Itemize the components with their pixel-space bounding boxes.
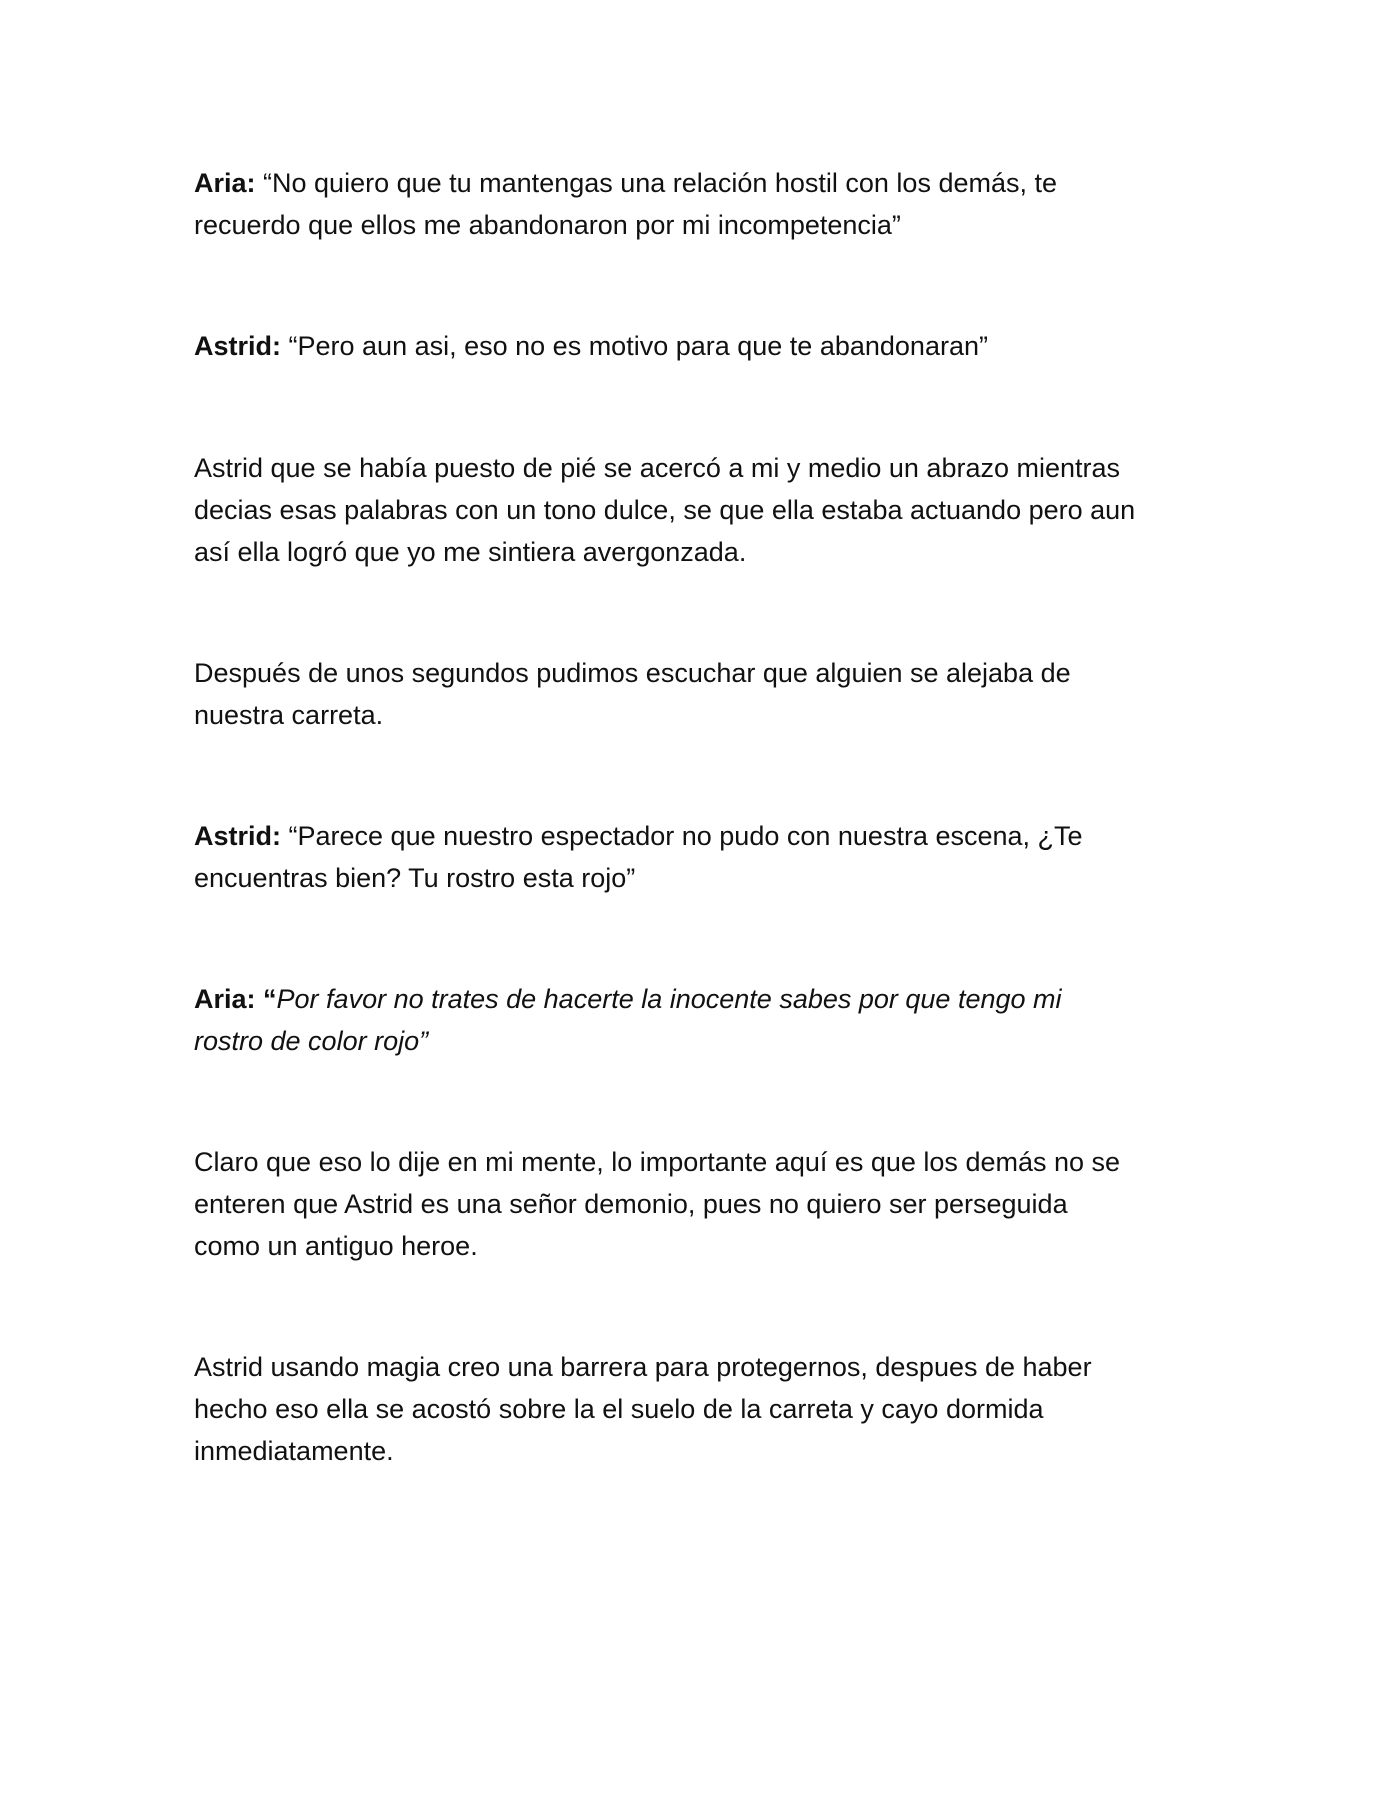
text-line: Después de unos segundos pudimos escuchar que alguien se alejaba de [194,658,1071,688]
text-line: como un antiguo heroe. [194,1231,478,1261]
dialogue-paragraph [194,815,1224,899]
dialogue-paragraph [194,162,1224,246]
dialogue-paragraph [194,325,1224,367]
narrative-paragraph [194,652,1224,736]
text-line [194,978,1224,1020]
thought-text: Por favor no trates de hacerte la inocente sabes por que tengo mi [276,984,1062,1014]
speaker-label: Astrid: [194,331,281,361]
text-line: encuentras bien? Tu rostro esta rojo” [194,863,636,893]
opening-quote: “ [263,984,277,1014]
narrative-paragraph [194,1141,1224,1267]
text-line: enteren que Astrid es una señor demonio, pues no quiero ser perseguida [194,1189,1068,1219]
text-line: Claro que eso lo dije en mi mente, lo importante aquí es que los demás no se [194,1147,1121,1177]
dialogue-text: “Pero aun asi, eso no es motivo para que te abandonaran” [288,331,988,361]
speaker-label: Astrid: [194,821,281,851]
text-line [194,325,1224,367]
text-line: así ella logró que yo me sintiera avergonzada. [194,537,747,567]
text-line: rostro de color rojo” [194,1026,429,1056]
text-line: inmediatamente. [194,1436,394,1466]
speaker-label: Aria: [194,168,256,198]
speaker-label: Aria: [194,984,256,1014]
narrative-paragraph [194,1346,1224,1472]
text-line: recuerdo que ellos me abandonaron por mi incompetencia” [194,210,901,240]
dialogue-text: “Parece que nuestro espectador no pudo con nuestra escena, ¿Te [288,821,1083,851]
text-line: decias esas palabras con un tono dulce, se que ella estaba actuando pero aun [194,495,1136,525]
dialogue-text: “No quiero que tu mantengas una relación hostil con los demás, te [263,168,1057,198]
text-line: hecho eso ella se acostó sobre la el suelo de la carreta y cayo dormida [194,1394,1044,1424]
narrative-paragraph [194,447,1224,573]
text-line: Astrid usando magia creo una barrera para protegernos, despues de haber [194,1352,1092,1382]
thought-paragraph [194,978,1224,1062]
text-line [194,162,1224,204]
text-line: Astrid que se había puesto de pié se acercó a mi y medio un abrazo mientras [194,453,1121,483]
text-line: nuestra carreta. [194,700,384,730]
text-line [194,815,1224,857]
